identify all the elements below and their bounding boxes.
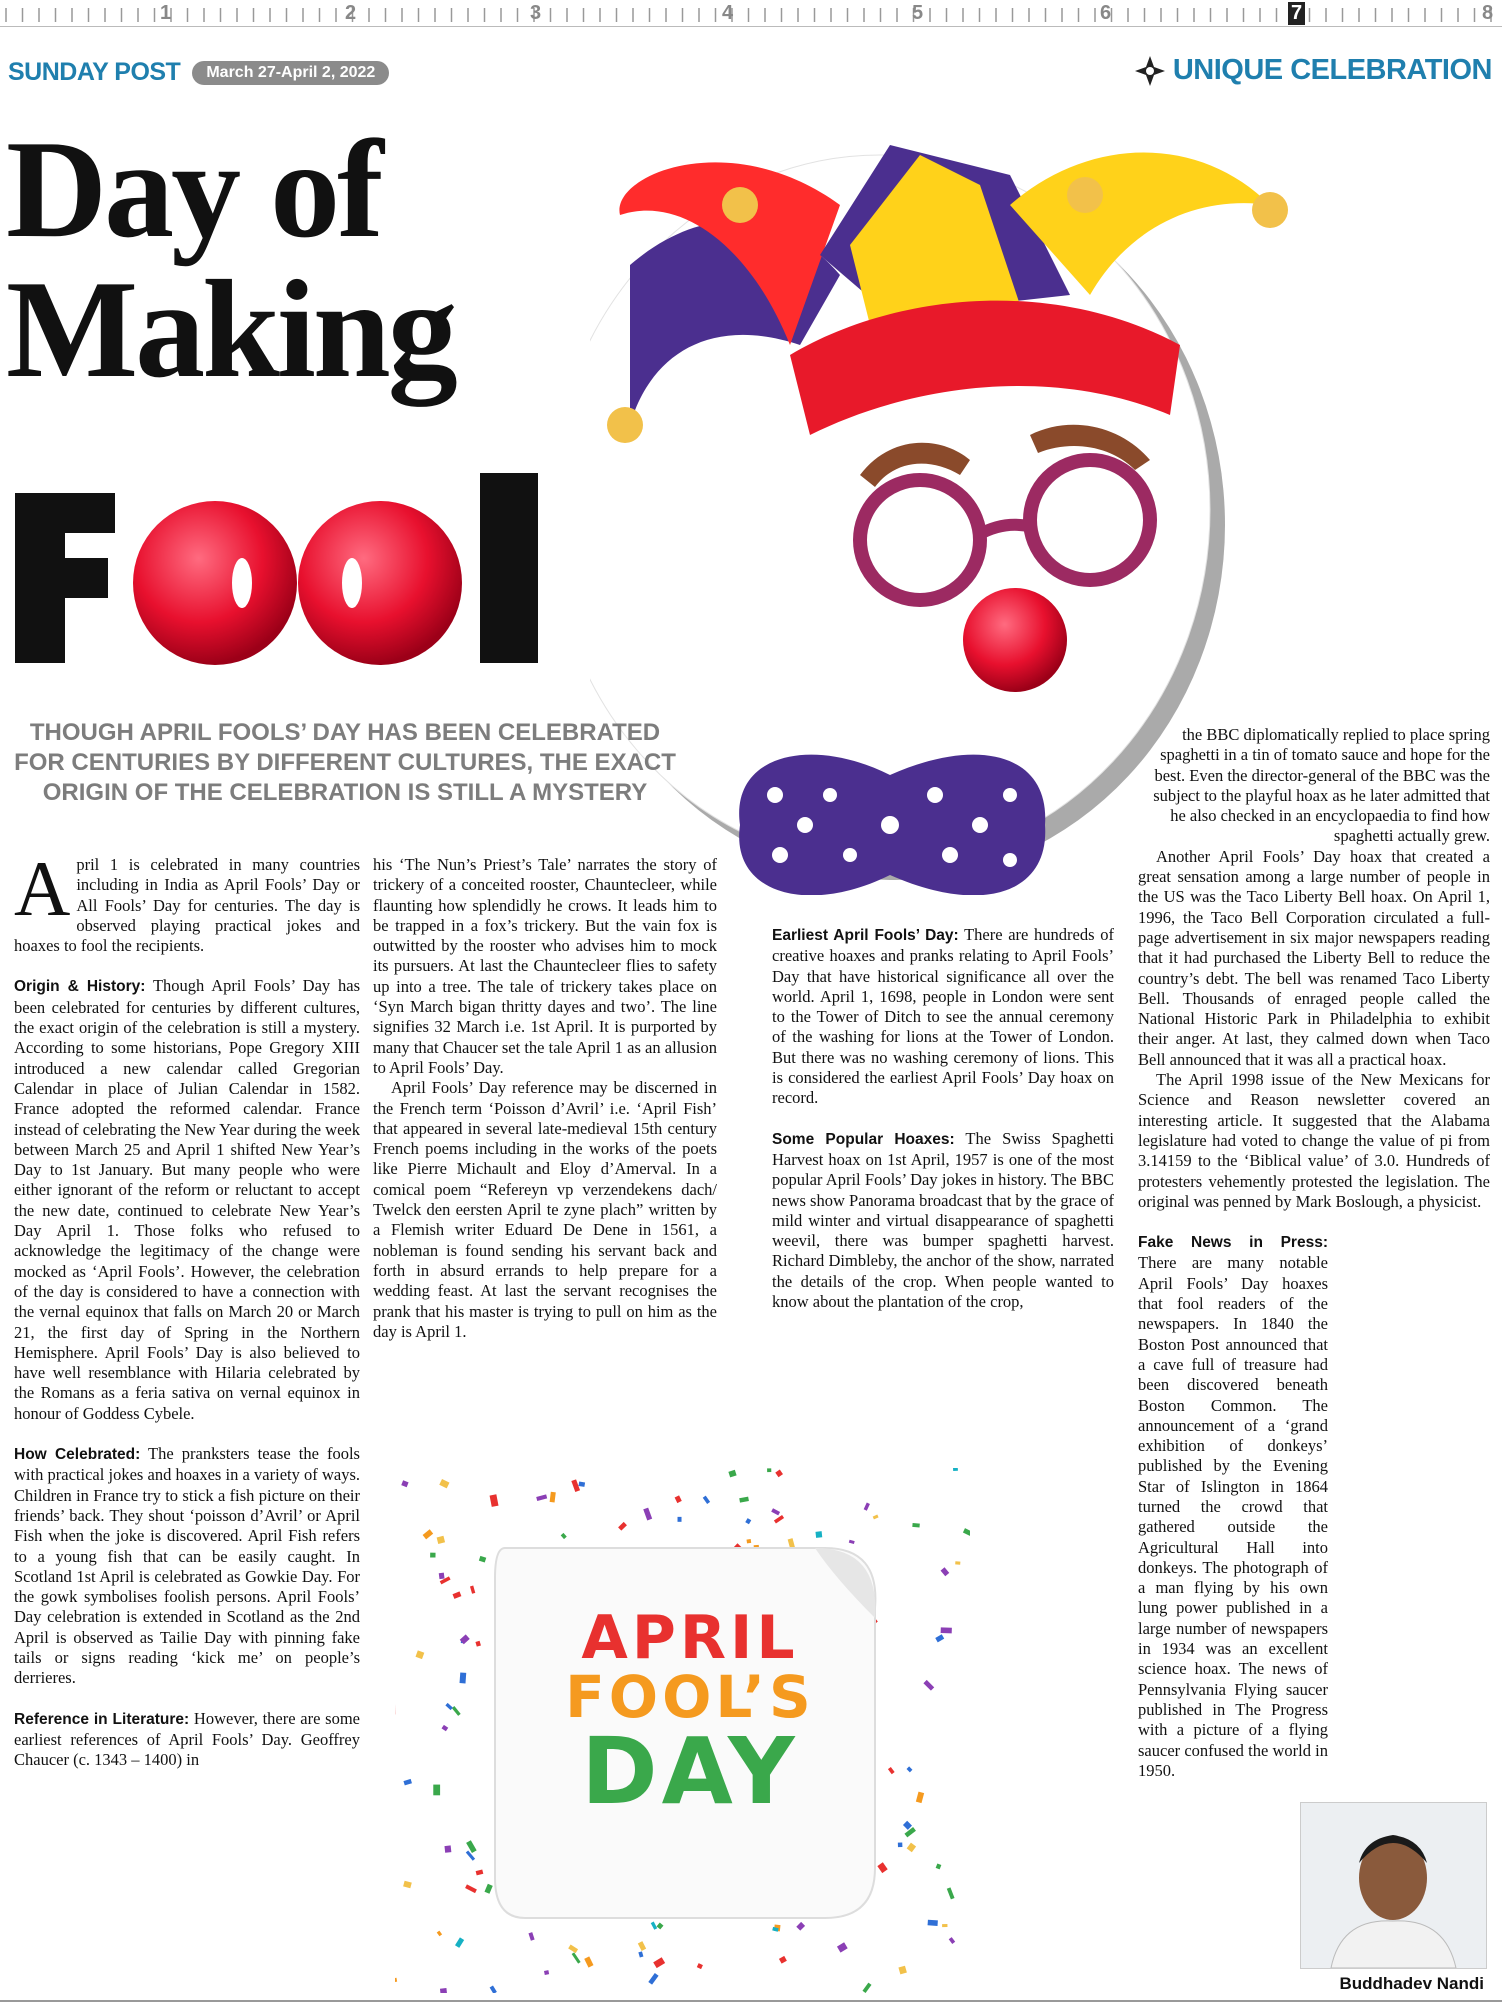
ruler-ticks <box>0 0 1502 26</box>
origin-paragraph <box>14 976 360 1424</box>
subhead-reference: Reference in Literature: <box>14 1710 190 1728</box>
april-fools-badge <box>395 1468 970 1993</box>
ruler-mark-3: 3 <box>530 2 542 24</box>
earliest-paragraph <box>772 925 1114 1109</box>
author-byline: Buddhadev Nandi <box>1339 1974 1484 1993</box>
origin-text: Though April Fools’ Day has been celebrated for centuries by different cultures, the exact origin of the celebration is still a mystery. According to some historians, Pope Gregory XIII introduced a new calendar called Gregorian Calendar in place of Julian Calendar in 1582. France adopted the reformed calendar. France instead of celebrating the New Year during the week between March 25 and April 1 shifted New Year’s Day to 1st January. But many people who were either ignorant of the reform or reluctant to accept the new date, continued to celebrate New Year’s Day April 1. Those folks who refused to acknowledge the legitimacy of the change were mocked as ‘April Fools’. However, the celebration of the day is considered to have a connection with the vernal equinox that falls on March 20 or March 21, the first day of Spring in the Northern Hemisphere. April Fools’ Day is also believed to have well resemblance with Hilaria celebrated by the Romans as a feria sativa on vernal equinox in honour of Goddess Cybele. <box>14 976 360 1423</box>
ruler-mark-1: 1 <box>160 2 172 24</box>
standfirst: THOUGH APRIL FOOLS’ DAY HAS BEEN CELEBRATED FOR CENTURIES BY DIFFERENT CULTURES, THE EXACT ORIGIN OF THE CELEBRATION IS STILL A MYSTERY <box>14 719 676 806</box>
how-paragraph <box>14 1444 360 1689</box>
pi-paragraph: The April 1998 issue of the New Mexicans for Science and Reason newsletter covered an interesting article. It suggested that the Alabama legislature had voted to change the value of pi from 3.14159 to the ‘Biblical value’ of 3.0. Hundreds of protesters vehemently protested the legislation. The original was penned by Mark Boslough, a physicist. <box>1138 1070 1490 1211</box>
headline-line-3 <box>10 458 570 688</box>
subhead-popular: Some Popular Hoaxes: <box>772 1130 955 1148</box>
subhead-earliest: Earliest April Fools’ Day: <box>772 927 959 944</box>
section-title: UNIQUE CELEBRATION <box>1172 54 1492 86</box>
article-column-3 <box>772 925 1114 1332</box>
issue-date: March 27-April 2, 2022 <box>192 61 389 85</box>
section-header <box>1135 54 1492 87</box>
intro-paragraph <box>14 845 360 956</box>
brand-name: SUNDAY POST <box>8 58 181 86</box>
bbc-paragraph: the BBC diplomatically replied to place spring spaghetti in a tin of tomato sauce and hope for the best. Even the director-general of the BBC was the subject to the playful hoax as he later admitted that he also checked in an encyclopaedia to find how spaghetti actually grew. <box>1153 725 1490 846</box>
masthead <box>8 58 389 87</box>
chaucer-paragraph: his ‘The Nun’s Priest’s Tale’ narrates the story of trickery of a conceited rooster, Chauntecleer, while flaunting how splendidly he crows. It leads him to be trapped in a fox’s trickery. But the vain fox is outwitted by the rooster who advises him to mock its pursuers. At last the Chauntecleer flies to safety up into a tree. The tale of trickery takes place on ‘Syn March bigan thritty dayes and two’. The line signifies 32 March i.e. 1st April. It is purported by many that Chaucer set the tale April 1 as an allusion to April Fools’ Day. <box>373 855 717 1077</box>
subhead-fake-news: Fake News in Press: <box>1138 1234 1328 1252</box>
reference-text: However, there are some earliest references of April Fools’ Day. Geoffrey Chaucer (c. 1343 – 1400) in <box>14 1708 360 1770</box>
popular-paragraph <box>772 1129 1114 1313</box>
how-text: The pranksters tease the fools with practical jokes and hoaxes in a variety of ways. Children in France try to stick a fish picture on their friends’ back. They shout ‘poisson d’Avril’ or April Fish when the joke is discovered. April Fish refers to a young fish that can be easily caught. In Scotland 1st April is celebrated as Gowkie Day. For the gowk symbolises foolish persons. April Fools’ Day celebration is extended in Scotland as the 2nd April is observed as Tailie Day with pinning fake tails or signs reading ‘kick me’ on people’s derrieres. <box>14 1444 360 1688</box>
drop-cap: A <box>14 845 71 932</box>
article-column-1 <box>14 845 360 1790</box>
author-photo <box>1300 1802 1487 1969</box>
intro-text: pril 1 is celebrated in many countries including in India as April Fools’ Day or All Fools’ Day for centuries. The day is observed playing practical jokes and hoaxes to fool the recipients. <box>14 855 360 956</box>
badge-line-3: DAY <box>581 1718 799 1825</box>
headline <box>6 112 455 407</box>
headline-line-2: Making <box>6 252 455 407</box>
poisson-paragraph: April Fools’ Day reference may be discerned in the French term ‘Poisson d’Avril’ i.e. ‘April Fish’ that appeared in several late-medieval 15th century French poems including in the works of the poets like Pierre Michault and Eloy d’Amerval. In a comical poem “Refereyn vp verzendekens dach/ Twelck den eersten April te zyne plach” written by a Flemish writer Eduard De Dene in 1561, a nobleman is found sending his servant back and forth in absurd errands to help prepare for a wedding feast. At last the servant recognises the prank that his master is trying to pull on him as the day is April 1. <box>373 1078 717 1341</box>
article-column-2 <box>373 855 717 1342</box>
ruler-mark-6: 6 <box>1100 2 1112 24</box>
ruler-mark-4: 4 <box>722 2 734 24</box>
earliest-text: There are hundreds of creative hoaxes and pranks relating to April Fools’ Day that have historical significance all over the world. April 1, 1698, people in London were sent to the Tower of Ditch to see the annual ceremony of the washing for lions at the Tower of London. But there was no washing ceremony of lions. This is considered the earliest April Fools’ Day hoax on record. <box>772 925 1114 1108</box>
ruler-mark-2: 2 <box>345 2 357 24</box>
article-column-4 <box>1138 725 1490 1781</box>
headline-line-1: Day of <box>6 112 381 267</box>
ruler-mark-8: 8 <box>1482 2 1494 24</box>
reference-paragraph <box>14 1709 360 1771</box>
badge-text <box>525 1603 855 1825</box>
subhead-how: How Celebrated: <box>14 1446 141 1464</box>
ruler-mark-5: 5 <box>912 2 924 24</box>
fool-word-graphic <box>10 458 570 688</box>
fake-news-text: There are many notable April Fools’ Day hoaxes that fool readers of the newspapers. In 1840 the Boston Post announced that a cave full of treasure had been discovered beneath Boston Common. The announcement of a ‘grand exhibition of donkeys’ published by the Evening Star of Islington in 1864 turned the crowd that gathered outside the Agricultural Hall into donkeys. The photograph of a man flying by his own lung power published in a large number of newspapers in 1934 was an excellent science hoax. The news of Pennsylvania Flying saucer published in The Progress with a picture of a flying saucer confused the world in 1950. <box>1138 1253 1328 1780</box>
author-portrait <box>1301 1803 1486 1968</box>
fake-news-paragraph <box>1138 1232 1328 1781</box>
ruler-mark-7: 7 <box>1288 2 1305 25</box>
badge-line-2: FOOL’S <box>565 1663 815 1731</box>
badge-line-1: APRIL <box>581 1603 799 1673</box>
subhead-origin: Origin & History: <box>14 978 146 996</box>
compass-icon <box>1135 56 1165 86</box>
page-ruler <box>0 0 1502 27</box>
page-footer-rule <box>0 2000 1502 2002</box>
taco-paragraph: Another April Fools’ Day hoax that created a great sensation among a large number of people in the US was the Taco Liberty Bell hoax. On April 1, 1996, the Taco Bell Corporation circulated a full-page advertisement in six major newspapers reading that it had purchased the Liberty Bell to reduce the country’s debt. The bell was renamed Taco Liberty Bell. Thousands of enraged people called the National Historic Park in Philadelphia to exhibit their anger. At last, they calmed down when Taco Bell announced that it was all a practical hoax. <box>1138 846 1490 1069</box>
popular-text: The Swiss Spaghetti Harvest hoax on 1st April, 1957 is one of the most popular April Fools’ Day jokes in history. The BBC news show Panorama broadcast that by the grace of mild winter and virtual disappearance of spaghetti weevil, there was bumper spaghetti harvest. Richard Dimbleby, the anchor of the show, narrated the details of the crop. When people wanted to know about the plantation of the crop, <box>772 1128 1115 1312</box>
